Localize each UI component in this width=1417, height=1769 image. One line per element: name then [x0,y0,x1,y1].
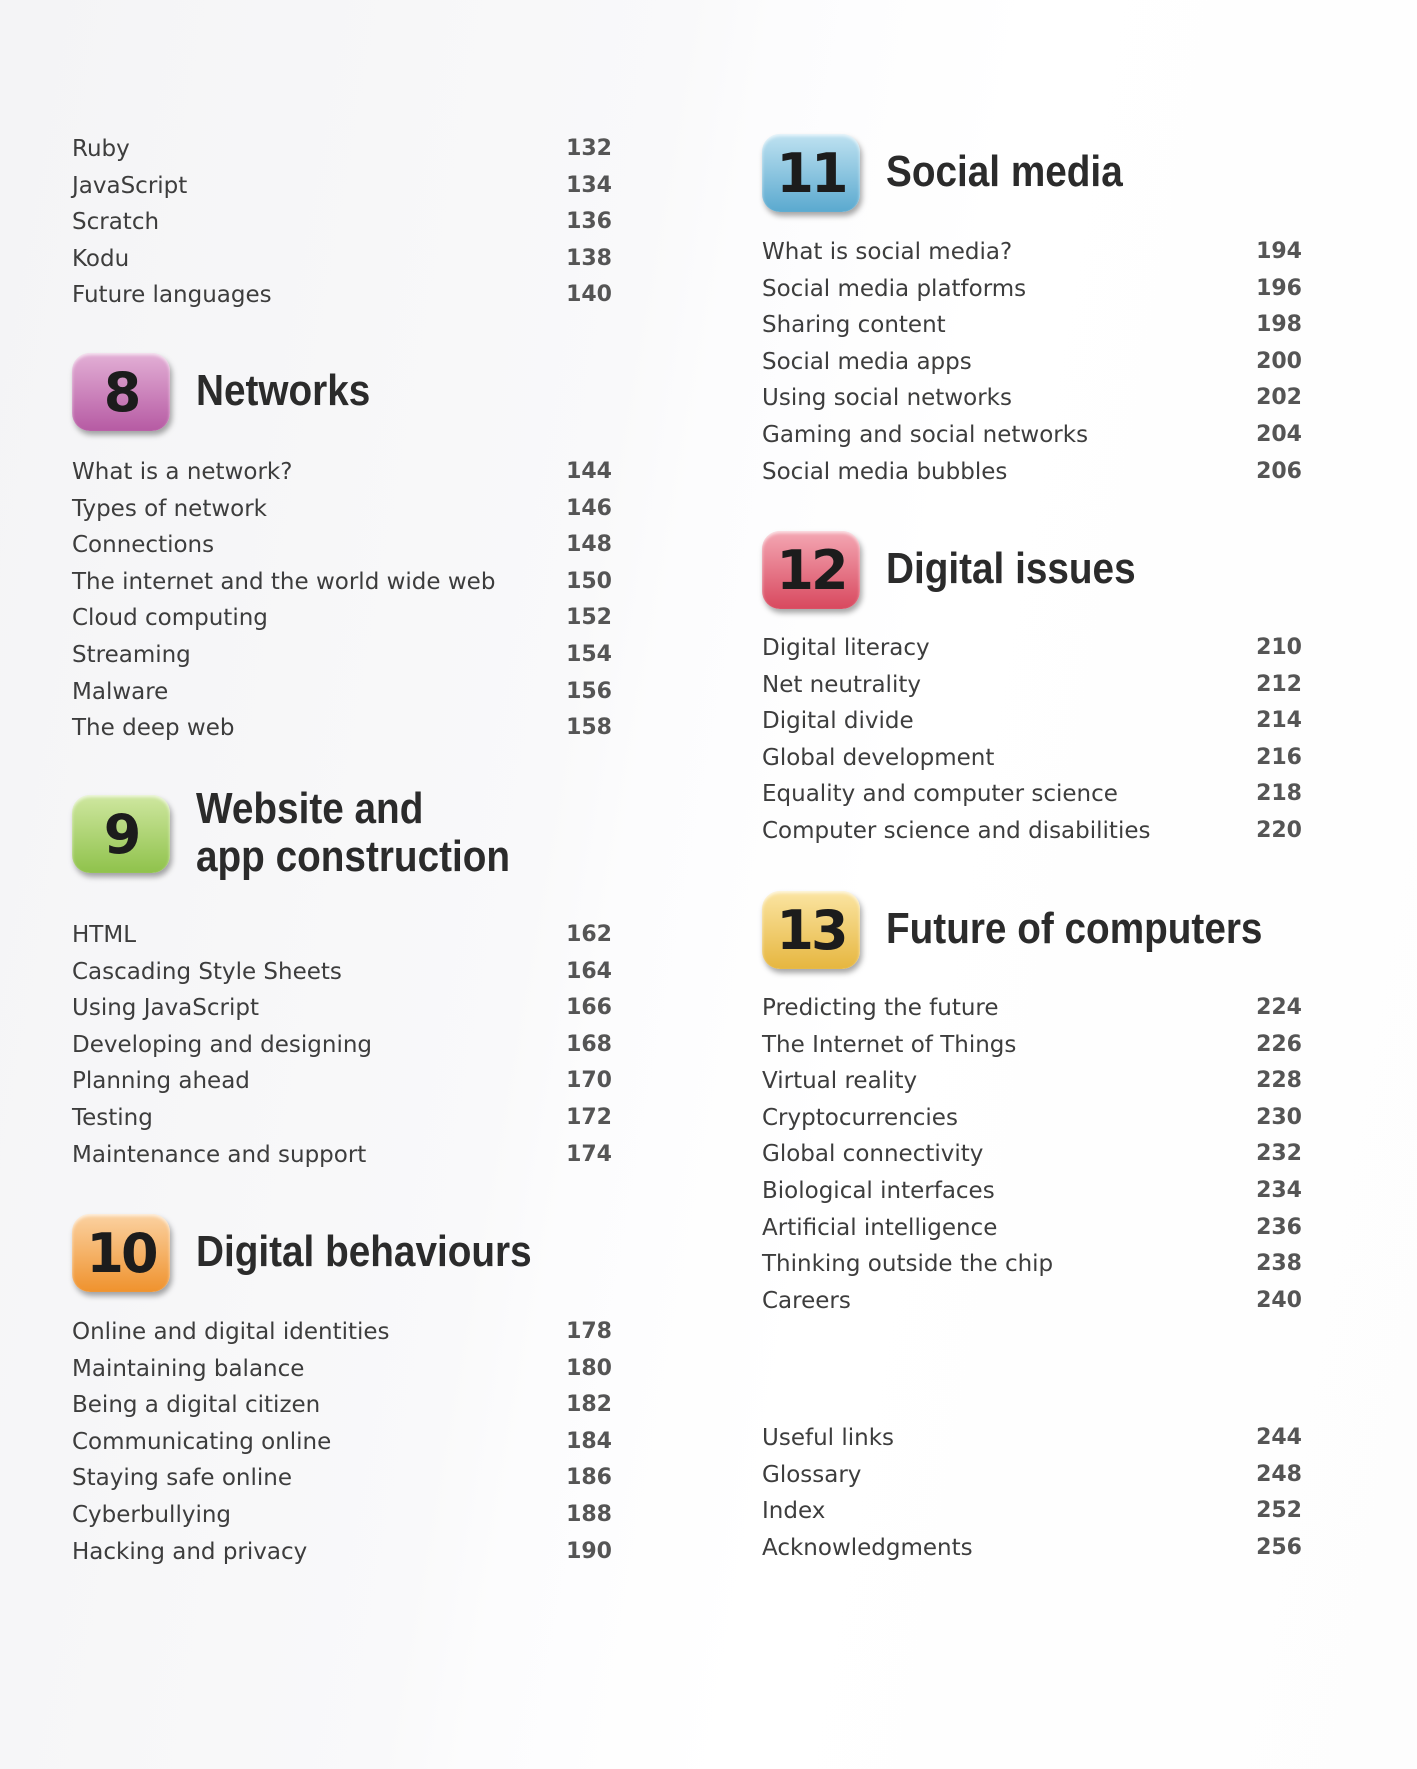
toc-item[interactable] [72,564,612,601]
toc-item-page: 178 [566,1319,612,1344]
chapter-title-line: app construction [196,832,511,881]
chapter-12-list [762,630,1302,850]
toc-item[interactable] [72,168,612,205]
toc-item-title: Social media bubbles [762,458,1008,485]
toc-item-page: 134 [566,172,612,198]
toc-item-title: The deep web [72,715,235,742]
toc-item-page: 194 [1256,239,1302,264]
toc-item[interactable] [762,990,1302,1027]
toc-item-title: Planning ahead [72,1068,250,1095]
toc-item-page: 152 [566,605,612,631]
toc-item[interactable] [762,1457,1302,1494]
toc-item-page: 228 [1256,1068,1302,1094]
toc-item-page: 186 [566,1465,612,1491]
toc-item-title: Online and digital identities [72,1319,390,1345]
toc-item-page: 158 [566,715,612,741]
toc-item[interactable] [762,271,1302,308]
toc-item-page: 190 [566,1538,612,1564]
toc-item[interactable] [762,1493,1302,1530]
toc-item-page: 252 [1256,1498,1302,1524]
toc-item-page: 154 [566,641,612,667]
toc-item[interactable] [762,740,1302,777]
toc-item-title: Acknowledgments [762,1534,973,1561]
toc-item[interactable] [72,1460,612,1497]
toc-item-title: Using JavaScript [72,995,259,1022]
toc-item-page: 230 [1256,1104,1302,1130]
toc-item-title: Future languages [72,282,272,309]
toc-item-title: Maintenance and support [72,1141,367,1168]
toc-item-page: 236 [1256,1214,1302,1240]
toc-item-title: Virtual reality [762,1068,918,1095]
toc-item-title: Cryptocurrencies [762,1104,958,1131]
toc-item[interactable] [72,491,612,528]
toc-item-title: Useful links [762,1425,895,1451]
toc-item[interactable] [72,674,612,711]
toc-item-title: Global development [762,744,995,771]
toc-item-title: Equality and computer science [762,781,1118,808]
toc-item-page: 256 [1256,1534,1302,1560]
toc-item-title: Glossary [762,1461,862,1488]
toc-item[interactable] [762,1420,1302,1457]
toc-item-title: Using social networks [762,385,1012,412]
toc-item-page: 216 [1256,744,1302,770]
toc-item-title: Streaming [72,641,191,668]
toc-item-page: 162 [566,922,612,947]
toc-item-title: Hacking and privacy [72,1538,308,1565]
toc-item-title: Scratch [72,209,160,236]
toc-item-page: 132 [566,136,612,161]
chapter-9-list [72,917,612,1173]
toc-item[interactable] [762,703,1302,740]
chapter-title [886,905,1262,953]
toc-item-page: 234 [1256,1177,1302,1203]
toc-item-title: The Internet of Things [762,1031,1017,1058]
toc-item-title: Digital literacy [762,635,930,661]
toc-item[interactable] [72,1027,612,1064]
toc-item-page: 204 [1256,421,1302,447]
chapter-10-list [72,1314,612,1570]
toc-item[interactable] [762,1530,1302,1567]
toc-item-page: 226 [1256,1031,1302,1057]
chapter-title [196,1228,532,1276]
chapter-title-line: Digital behaviours [196,1227,532,1276]
toc-item-title: Artificial intelligence [762,1214,998,1241]
toc-item-title: Thinking outside the chip [762,1251,1054,1278]
chapter-title-line: Networks [196,366,371,415]
toc-item-page: 202 [1256,385,1302,411]
toc-item-title: Kodu [72,245,130,272]
toc-item[interactable] [762,1173,1302,1210]
toc-item[interactable] [72,1100,612,1137]
chapter-title-line: Future of computers [886,904,1263,953]
toc-item[interactable] [762,417,1302,454]
toc-item-page: 206 [1256,458,1302,484]
toc-item-title: Communicating online [72,1428,332,1455]
toc-item-title: Global connectivity [762,1141,984,1168]
toc-item-title: Net neutrality [762,671,921,698]
toc-item-title: HTML [72,922,137,948]
toc-item[interactable] [72,1387,612,1424]
toc-item-page: 144 [566,459,612,484]
toc-item[interactable] [72,204,612,241]
toc-item[interactable] [762,630,1302,667]
toc-item[interactable] [72,710,612,747]
chapter-number-badge: 11 [762,134,860,212]
toc-item-page: 198 [1256,312,1302,338]
toc-item-title: The internet and the world wide web [72,568,496,595]
toc-item-title: Developing and designing [72,1031,373,1058]
toc-item-page: 174 [566,1141,612,1167]
toc-item[interactable] [762,1283,1302,1320]
chapter-11-list [762,234,1302,490]
toc-item[interactable] [72,1534,612,1571]
toc-item-page: 170 [566,1068,612,1094]
toc-item-title: Index [762,1498,826,1525]
toc-item-page: 232 [1256,1141,1302,1167]
toc-item-page: 182 [566,1392,612,1418]
chapter-number-badge: 13 [762,891,860,969]
chapter-number-badge: 9 [72,795,170,873]
toc-item-title: Connections [72,532,215,559]
toc-item[interactable] [72,131,612,168]
toc-item-page: 136 [566,209,612,235]
toc-item-page: 196 [1256,275,1302,301]
toc-item-page: 150 [566,568,612,594]
toc-item[interactable] [72,527,612,564]
toc-item[interactable] [72,637,612,674]
toc-item-page: 200 [1256,348,1302,374]
chapter-title [196,367,370,415]
toc-item[interactable] [72,1497,612,1534]
toc-item-title: Social media apps [762,348,972,375]
toc-item-title: Cascading Style Sheets [72,958,342,985]
chapter-title [196,785,510,881]
toc-item-page: 248 [1256,1461,1302,1487]
chapter-8-list [72,454,612,747]
chapter-title-line: Social media [886,147,1123,196]
toc-item-page: 166 [566,995,612,1021]
toc-item-page: 168 [566,1031,612,1057]
toc-item-page: 214 [1256,708,1302,734]
toc-item-page: 238 [1256,1251,1302,1277]
toc-item-title: Maintaining balance [72,1355,305,1382]
toc-item-title: Cyberbullying [72,1501,232,1528]
chapter-title [886,545,1136,593]
toc-item-page: 146 [566,495,612,521]
toc-item[interactable] [72,954,612,991]
chapter-13-list [762,990,1302,1319]
intro-list [72,131,612,314]
toc-item-page: 244 [1256,1425,1302,1450]
toc-item-page: 240 [1256,1287,1302,1313]
toc-item-page: 164 [566,958,612,984]
toc-item-title: Sharing content [762,312,946,339]
toc-item[interactable] [762,1210,1302,1247]
toc-item[interactable] [72,1351,612,1388]
toc-item-title: Types of network [72,495,268,522]
toc-item-title: What is a network? [72,459,293,485]
toc-item[interactable] [72,277,612,314]
toc-item[interactable] [762,813,1302,850]
toc-item-page: 184 [566,1428,612,1454]
toc-item[interactable] [72,1063,612,1100]
back-matter-list [762,1420,1302,1566]
toc-item[interactable] [762,307,1302,344]
toc-item[interactable] [762,1246,1302,1283]
toc-item[interactable] [762,234,1302,271]
toc-item-page: 212 [1256,671,1302,697]
toc-item-page: 148 [566,532,612,558]
toc-item-title: Testing [72,1104,153,1131]
chapter-number-badge: 10 [72,1214,170,1292]
toc-item[interactable] [72,990,612,1027]
toc-item-title: JavaScript [72,172,188,199]
toc-item-page: 220 [1256,817,1302,843]
toc-item[interactable] [72,917,612,954]
chapter-number-badge: 12 [762,531,860,609]
toc-item[interactable] [72,1137,612,1174]
toc-item-page: 180 [566,1355,612,1381]
chapter-title-line: Website and [196,784,424,833]
chapter-title-line: Digital issues [886,544,1136,593]
chapter-title [886,148,1123,196]
toc-item-page: 218 [1256,781,1302,807]
toc-item-title: Malware [72,678,169,705]
toc-item-page: 210 [1256,635,1302,660]
toc-item[interactable] [762,380,1302,417]
toc-item[interactable] [72,600,612,637]
toc-item-title: Cloud computing [72,605,268,632]
toc-item[interactable] [72,241,612,278]
toc-item-title: Predicting the future [762,995,999,1021]
toc-item[interactable] [762,1136,1302,1173]
toc-item-title: Biological interfaces [762,1177,995,1204]
toc-item[interactable] [762,1027,1302,1064]
toc-item[interactable] [762,1100,1302,1137]
toc-item-page: 188 [566,1501,612,1527]
toc-item[interactable] [762,344,1302,381]
toc-item[interactable] [72,1314,612,1351]
toc-item-page: 138 [566,245,612,271]
toc-item-title: Gaming and social networks [762,421,1089,448]
toc-item-page: 172 [566,1104,612,1130]
toc-item[interactable] [762,454,1302,491]
toc-item-title: Computer science and disabilities [762,817,1151,844]
toc-item-title: What is social media? [762,239,1013,265]
toc-item-title: Social media platforms [762,275,1027,302]
toc-item[interactable] [72,454,612,491]
toc-item-page: 156 [566,678,612,704]
toc-item-title: Digital divide [762,708,914,735]
toc-item[interactable] [762,1063,1302,1100]
toc-item-page: 224 [1256,995,1302,1020]
toc-item-title: Being a digital citizen [72,1392,321,1419]
toc-item-title: Careers [762,1287,851,1314]
toc-item-title: Ruby [72,136,130,162]
toc-item[interactable] [762,667,1302,704]
toc-item[interactable] [72,1424,612,1461]
toc-item-title: Staying safe online [72,1465,292,1492]
toc-item-page: 140 [566,282,612,308]
toc-item[interactable] [762,776,1302,813]
chapter-number-badge: 8 [72,353,170,431]
